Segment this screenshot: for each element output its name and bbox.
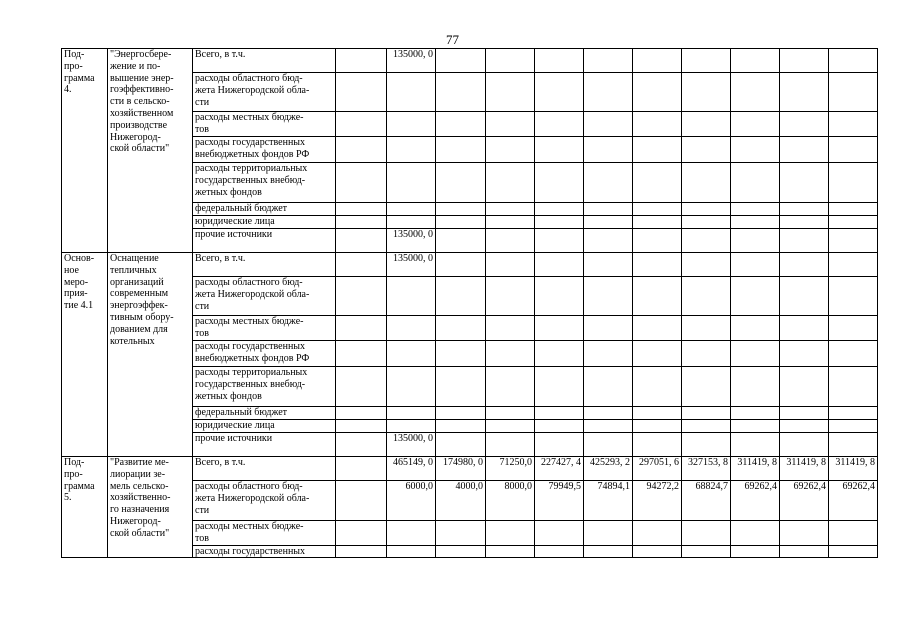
- value-cell: [829, 49, 878, 73]
- table-row: [62, 253, 878, 277]
- row-name: Оснащение тепличных организаций современным энергоэффек- тивным обору- дованием для котельных: [108, 253, 193, 457]
- value-cell: 327153, 8: [682, 457, 731, 481]
- value-cell: [829, 433, 878, 457]
- funding-source: Всего, в т.ч.: [193, 253, 336, 277]
- value-cell: [535, 73, 584, 112]
- row-name: "Развитие ме- лиорации зе- мель сельско- хозяйственно- го назначения Нижегород- ской области": [108, 457, 193, 558]
- value-cell: [633, 367, 682, 407]
- value-cell: [436, 112, 486, 137]
- value-cell: 69262,4: [731, 481, 780, 521]
- funding-source: Всего, в т.ч.: [193, 457, 336, 481]
- value-cell: [584, 433, 633, 457]
- value-cell: [535, 49, 584, 73]
- value-cell: 135000, 0: [387, 229, 436, 253]
- value-cell: 68824,7: [682, 481, 731, 521]
- value-cell: [633, 253, 682, 277]
- value-cell: [486, 420, 535, 433]
- funding-source: прочие источники: [193, 229, 336, 253]
- value-cell: [584, 521, 633, 546]
- value-cell: [535, 545, 584, 558]
- funding-source: расходы государственных внебюджетных фондов РФ: [193, 137, 336, 163]
- value-cell: [633, 316, 682, 341]
- value-cell: [387, 545, 436, 558]
- funding-source: юридические лица: [193, 420, 336, 433]
- value-cell: [535, 521, 584, 546]
- value-cell: [682, 407, 731, 420]
- value-cell: [682, 112, 731, 137]
- value-cell: [535, 137, 584, 163]
- empty-cell: [336, 229, 387, 253]
- value-cell: [633, 112, 682, 137]
- value-cell: [535, 407, 584, 420]
- value-cell: [584, 203, 633, 216]
- value-cell: [731, 163, 780, 203]
- value-cell: [682, 420, 731, 433]
- value-cell: [780, 545, 829, 558]
- value-cell: 425293, 2: [584, 457, 633, 481]
- empty-cell: [336, 545, 387, 558]
- empty-cell: [336, 457, 387, 481]
- value-cell: [780, 73, 829, 112]
- value-cell: [829, 341, 878, 367]
- value-cell: [829, 521, 878, 546]
- value-cell: [584, 545, 633, 558]
- value-cell: [633, 277, 682, 316]
- value-cell: [633, 229, 682, 253]
- value-cell: [682, 433, 731, 457]
- value-cell: [535, 253, 584, 277]
- value-cell: [780, 163, 829, 203]
- empty-cell: [336, 316, 387, 341]
- empty-cell: [336, 163, 387, 203]
- funding-source: федеральный бюджет: [193, 407, 336, 420]
- value-cell: [829, 112, 878, 137]
- value-cell: [584, 49, 633, 73]
- value-cell: 311419, 8: [780, 457, 829, 481]
- value-cell: [780, 137, 829, 163]
- value-cell: [731, 367, 780, 407]
- value-cell: [633, 341, 682, 367]
- value-cell: [535, 433, 584, 457]
- value-cell: 71250,0: [486, 457, 535, 481]
- funding-source: расходы территориальных государственных внебюд- жетных фондов: [193, 367, 336, 407]
- value-cell: [829, 253, 878, 277]
- value-cell: [584, 163, 633, 203]
- value-cell: [633, 433, 682, 457]
- value-cell: [535, 203, 584, 216]
- value-cell: [633, 407, 682, 420]
- value-cell: [731, 545, 780, 558]
- value-cell: [486, 545, 535, 558]
- value-cell: [584, 137, 633, 163]
- value-cell: [486, 137, 535, 163]
- value-cell: [731, 341, 780, 367]
- value-cell: [682, 137, 731, 163]
- value-cell: [486, 341, 535, 367]
- funding-source: расходы местных бюдже- тов: [193, 316, 336, 341]
- value-cell: [584, 253, 633, 277]
- value-cell: [780, 216, 829, 229]
- value-cell: [829, 545, 878, 558]
- value-cell: [436, 316, 486, 341]
- value-cell: [387, 316, 436, 341]
- value-cell: [387, 277, 436, 316]
- value-cell: [436, 367, 486, 407]
- value-cell: [682, 367, 731, 407]
- value-cell: [535, 229, 584, 253]
- row-name: "Энергосбере- жение и по- вышение энер- гоэффективно- сти в сельско- хозяйственном производстве Нижегород- ской области": [108, 49, 193, 253]
- value-cell: [682, 49, 731, 73]
- value-cell: 135000, 0: [387, 253, 436, 277]
- empty-cell: [336, 341, 387, 367]
- value-cell: [436, 420, 486, 433]
- value-cell: 297051, 6: [633, 457, 682, 481]
- value-cell: [584, 407, 633, 420]
- value-cell: [829, 73, 878, 112]
- value-cell: [436, 433, 486, 457]
- value-cell: [486, 521, 535, 546]
- empty-cell: [336, 203, 387, 216]
- value-cell: 8000,0: [486, 481, 535, 521]
- value-cell: [780, 316, 829, 341]
- value-cell: [436, 341, 486, 367]
- value-cell: [780, 521, 829, 546]
- value-cell: [780, 49, 829, 73]
- value-cell: [731, 316, 780, 341]
- value-cell: [584, 367, 633, 407]
- value-cell: 94272,2: [633, 481, 682, 521]
- value-cell: [829, 216, 878, 229]
- value-cell: [829, 316, 878, 341]
- value-cell: [436, 73, 486, 112]
- value-cell: [486, 433, 535, 457]
- funding-source: федеральный бюджет: [193, 203, 336, 216]
- empty-cell: [336, 367, 387, 407]
- funding-source: юридические лица: [193, 216, 336, 229]
- value-cell: [731, 277, 780, 316]
- value-cell: [387, 420, 436, 433]
- funding-source: расходы областного бюд- жета Нижегородской обла- сти: [193, 73, 336, 112]
- value-cell: [535, 367, 584, 407]
- value-cell: [731, 253, 780, 277]
- value-cell: [436, 521, 486, 546]
- value-cell: 79949,5: [535, 481, 584, 521]
- empty-cell: [336, 277, 387, 316]
- value-cell: [486, 316, 535, 341]
- value-cell: [584, 112, 633, 137]
- value-cell: [731, 407, 780, 420]
- value-cell: [436, 229, 486, 253]
- value-cell: [682, 253, 731, 277]
- value-cell: [682, 341, 731, 367]
- value-cell: 69262,4: [780, 481, 829, 521]
- funding-source: Всего, в т.ч.: [193, 49, 336, 73]
- value-cell: 74894,1: [584, 481, 633, 521]
- value-cell: [731, 49, 780, 73]
- value-cell: [486, 73, 535, 112]
- value-cell: [682, 521, 731, 546]
- empty-cell: [336, 433, 387, 457]
- value-cell: [780, 203, 829, 216]
- value-cell: [829, 137, 878, 163]
- value-cell: [535, 341, 584, 367]
- value-cell: [486, 253, 535, 277]
- value-cell: [486, 203, 535, 216]
- value-cell: [829, 163, 878, 203]
- value-cell: [584, 73, 633, 112]
- value-cell: 69262,4: [829, 481, 878, 521]
- value-cell: [731, 137, 780, 163]
- value-cell: [387, 203, 436, 216]
- value-cell: 4000,0: [436, 481, 486, 521]
- value-cell: [436, 163, 486, 203]
- table-row: [62, 49, 878, 73]
- value-cell: [486, 49, 535, 73]
- value-cell: 311419, 8: [731, 457, 780, 481]
- value-cell: [436, 137, 486, 163]
- value-cell: [535, 163, 584, 203]
- value-cell: [633, 420, 682, 433]
- value-cell: [829, 277, 878, 316]
- value-cell: [731, 229, 780, 253]
- page-number: 77: [446, 32, 459, 47]
- empty-cell: [336, 521, 387, 546]
- value-cell: [780, 341, 829, 367]
- funding-source: расходы областного бюд- жета Нижегородской обла- сти: [193, 481, 336, 521]
- value-cell: [535, 316, 584, 341]
- value-cell: [584, 216, 633, 229]
- funding-source: расходы областного бюд- жета Нижегородской обла- сти: [193, 277, 336, 316]
- value-cell: [486, 367, 535, 407]
- value-cell: [486, 407, 535, 420]
- row-code: Под- про- грамма 4.: [62, 49, 108, 253]
- value-cell: [829, 229, 878, 253]
- value-cell: [535, 112, 584, 137]
- value-cell: [584, 229, 633, 253]
- value-cell: [436, 49, 486, 73]
- value-cell: 174980, 0: [436, 457, 486, 481]
- value-cell: [731, 433, 780, 457]
- empty-cell: [336, 481, 387, 521]
- value-cell: [387, 137, 436, 163]
- value-cell: [633, 163, 682, 203]
- value-cell: [535, 277, 584, 316]
- value-cell: [829, 203, 878, 216]
- empty-cell: [336, 407, 387, 420]
- funding-source: расходы государственных: [193, 545, 336, 558]
- value-cell: [731, 521, 780, 546]
- value-cell: [535, 216, 584, 229]
- table-row: [62, 457, 878, 481]
- value-cell: 311419, 8: [829, 457, 878, 481]
- value-cell: [633, 73, 682, 112]
- value-cell: [387, 163, 436, 203]
- value-cell: [780, 407, 829, 420]
- value-cell: [682, 277, 731, 316]
- value-cell: [486, 216, 535, 229]
- value-cell: [633, 49, 682, 73]
- value-cell: [682, 163, 731, 203]
- value-cell: [486, 277, 535, 316]
- value-cell: [436, 407, 486, 420]
- value-cell: [584, 341, 633, 367]
- value-cell: [633, 137, 682, 163]
- value-cell: [584, 420, 633, 433]
- value-cell: [436, 253, 486, 277]
- funding-source: расходы территориальных государственных внебюд- жетных фондов: [193, 163, 336, 203]
- value-cell: [633, 521, 682, 546]
- value-cell: 227427, 4: [535, 457, 584, 481]
- value-cell: [780, 229, 829, 253]
- value-cell: 135000, 0: [387, 433, 436, 457]
- value-cell: [731, 73, 780, 112]
- funding-source: расходы местных бюдже- тов: [193, 521, 336, 546]
- empty-cell: [336, 420, 387, 433]
- funding-source: прочие источники: [193, 433, 336, 457]
- empty-cell: [336, 49, 387, 73]
- value-cell: [436, 216, 486, 229]
- value-cell: [829, 420, 878, 433]
- value-cell: [436, 545, 486, 558]
- empty-cell: [336, 253, 387, 277]
- value-cell: [584, 316, 633, 341]
- value-cell: [387, 521, 436, 546]
- value-cell: [780, 112, 829, 137]
- value-cell: [387, 341, 436, 367]
- row-code: Под- про- грамма 5.: [62, 457, 108, 558]
- value-cell: [486, 229, 535, 253]
- budget-table: [61, 48, 878, 558]
- value-cell: [731, 420, 780, 433]
- value-cell: [731, 112, 780, 137]
- empty-cell: [336, 216, 387, 229]
- value-cell: 6000,0: [387, 481, 436, 521]
- value-cell: [829, 367, 878, 407]
- value-cell: [633, 216, 682, 229]
- value-cell: [780, 367, 829, 407]
- value-cell: [682, 73, 731, 112]
- value-cell: [731, 203, 780, 216]
- value-cell: [436, 277, 486, 316]
- empty-cell: [336, 112, 387, 137]
- value-cell: [387, 73, 436, 112]
- funding-source: расходы государственных внебюджетных фондов РФ: [193, 341, 336, 367]
- value-cell: [584, 277, 633, 316]
- value-cell: [633, 203, 682, 216]
- value-cell: [780, 420, 829, 433]
- value-cell: [731, 216, 780, 229]
- value-cell: [387, 112, 436, 137]
- empty-cell: [336, 137, 387, 163]
- value-cell: 135000, 0: [387, 49, 436, 73]
- value-cell: [780, 277, 829, 316]
- value-cell: [436, 203, 486, 216]
- value-cell: 465149, 0: [387, 457, 436, 481]
- funding-source: расходы местных бюдже- тов: [193, 112, 336, 137]
- value-cell: [387, 367, 436, 407]
- value-cell: [682, 316, 731, 341]
- value-cell: [682, 203, 731, 216]
- value-cell: [486, 112, 535, 137]
- value-cell: [387, 407, 436, 420]
- row-code: Основ- ное меро- прия- тие 4.1: [62, 253, 108, 457]
- empty-cell: [336, 73, 387, 112]
- value-cell: [633, 545, 682, 558]
- value-cell: [829, 407, 878, 420]
- value-cell: [780, 253, 829, 277]
- value-cell: [780, 433, 829, 457]
- value-cell: [535, 420, 584, 433]
- value-cell: [486, 163, 535, 203]
- value-cell: [387, 216, 436, 229]
- value-cell: [682, 229, 731, 253]
- value-cell: [682, 545, 731, 558]
- value-cell: [682, 216, 731, 229]
